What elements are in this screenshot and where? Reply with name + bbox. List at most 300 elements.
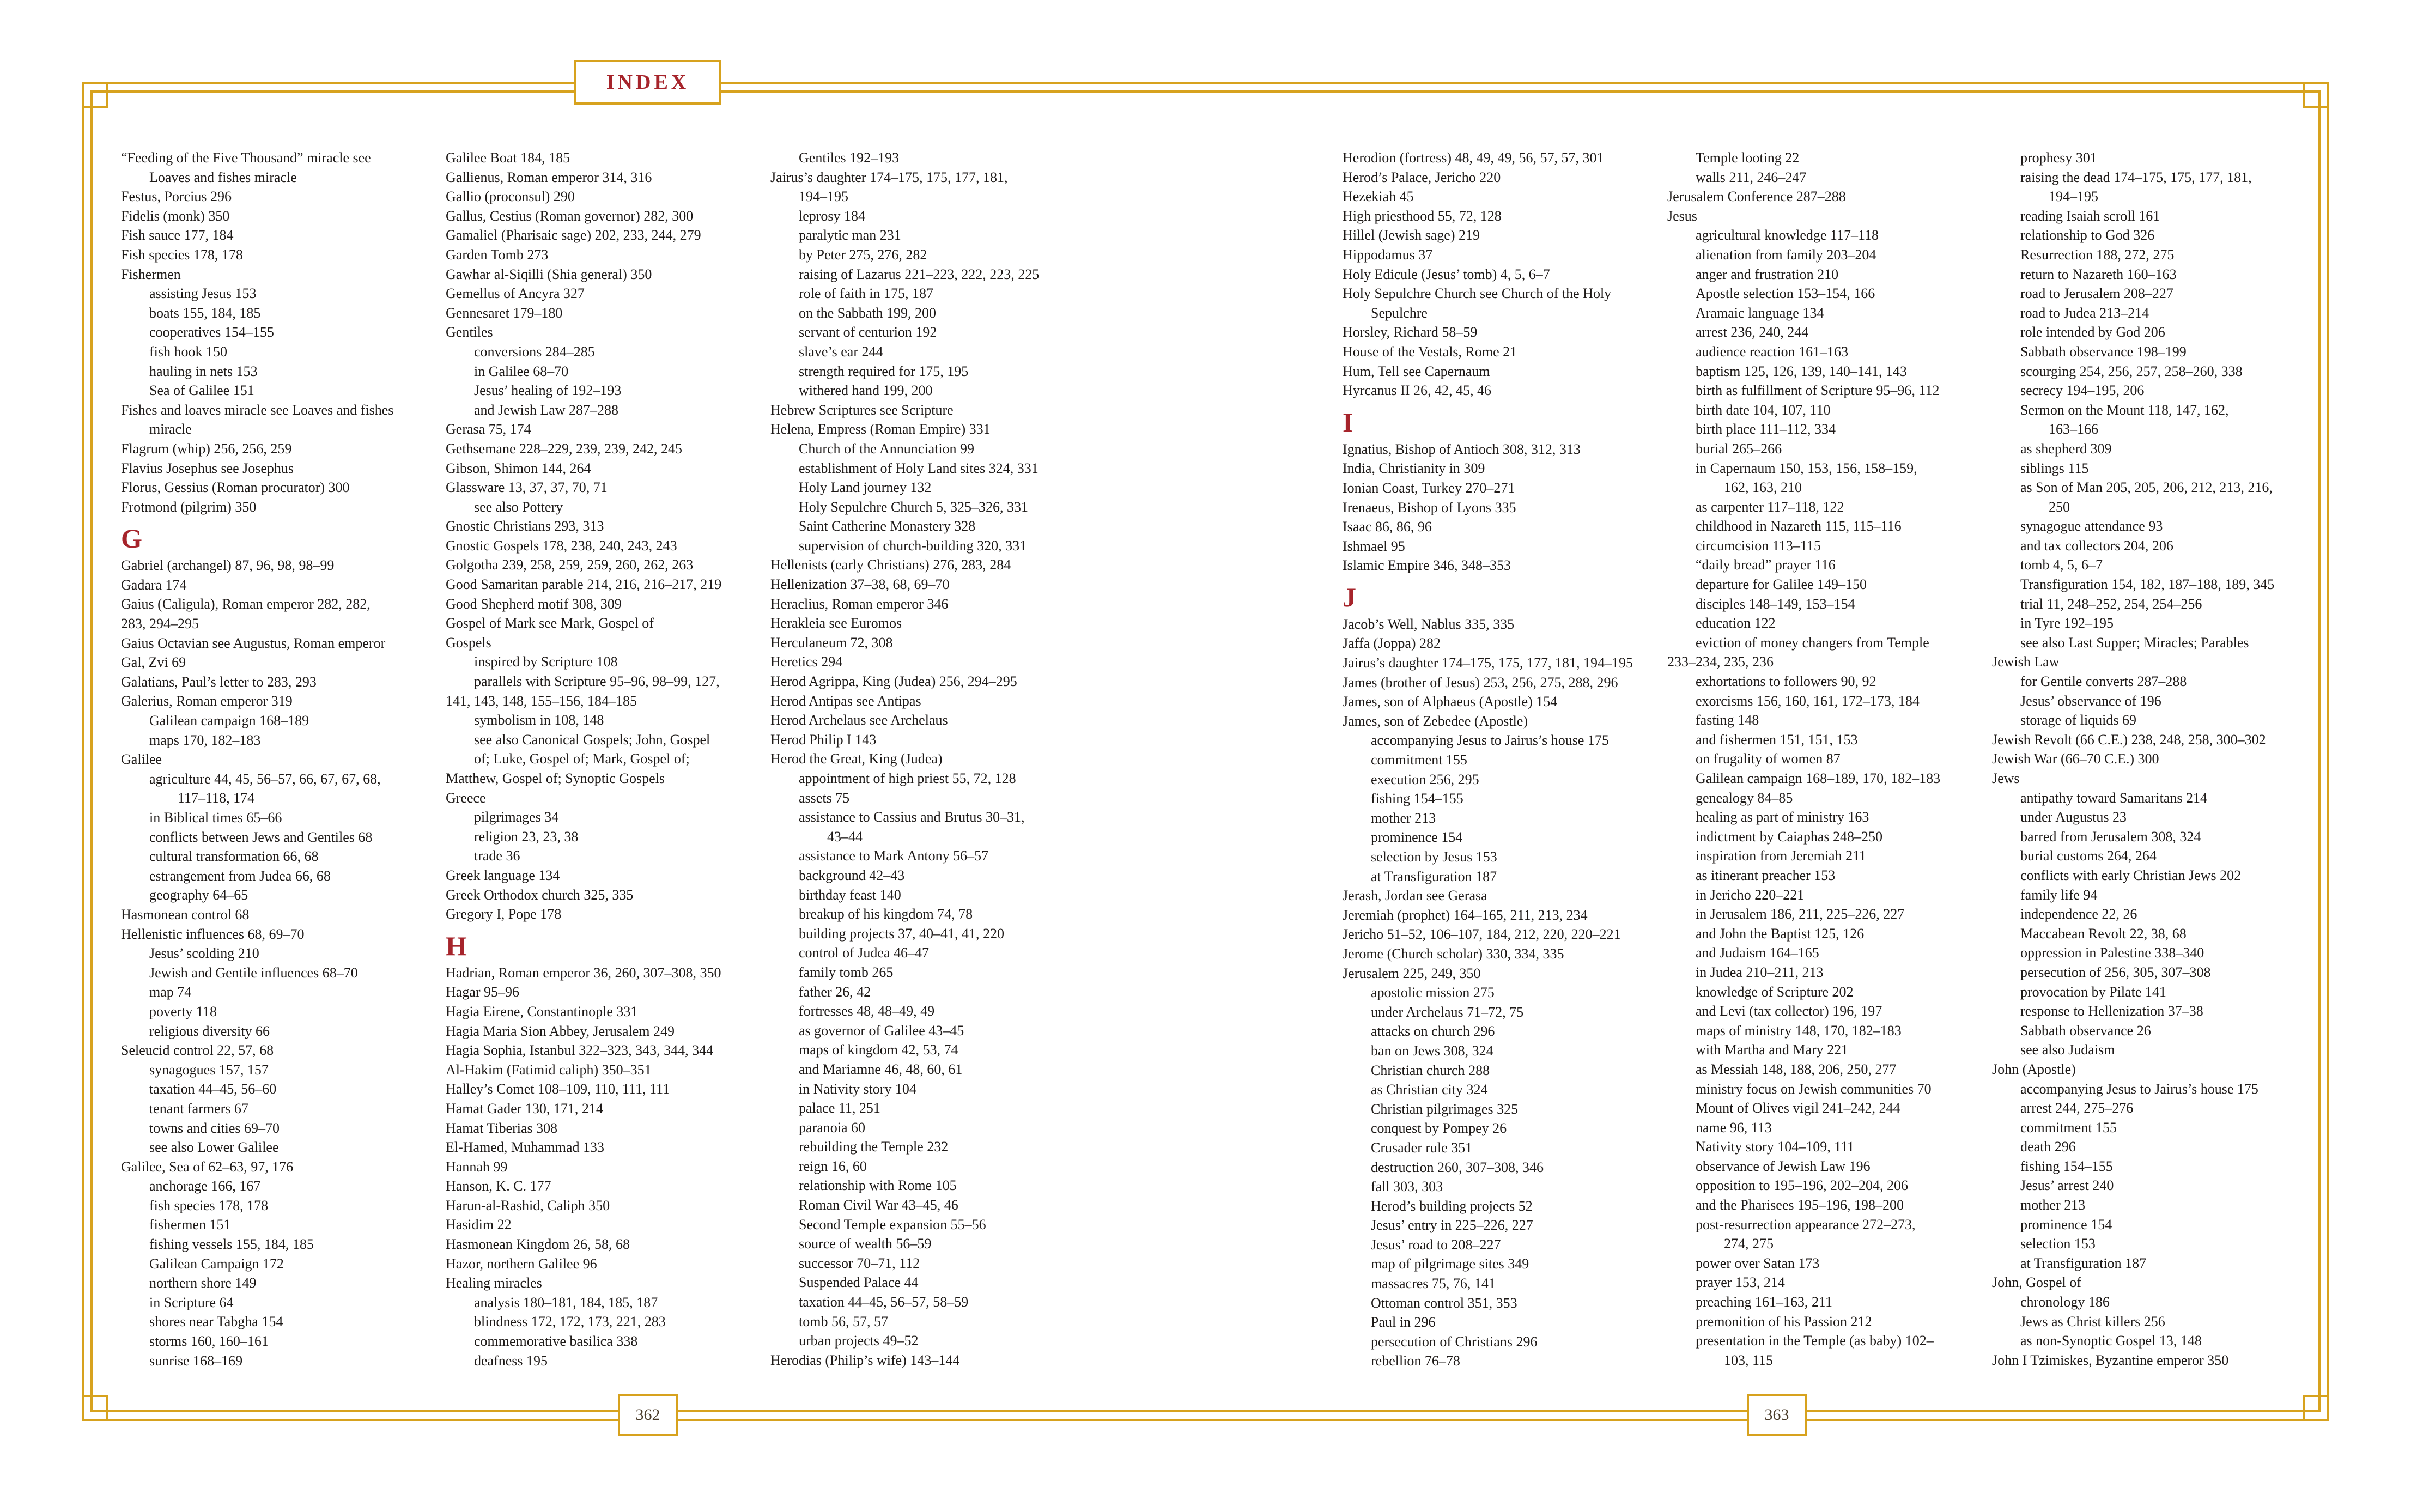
index-entry: Gospels xyxy=(446,634,491,651)
index-subentry: Jesus’ observance of 196 xyxy=(2020,693,2161,709)
index-subentry: arrest 244, 275–276 xyxy=(2020,1100,2134,1116)
index-entry: Gnostic Christians 293, 313 xyxy=(446,518,604,535)
index-entry: Good Samaritan parable 214, 216, 216–217, 219 xyxy=(446,576,722,593)
index-subentry: with Martha and Mary 221 xyxy=(1696,1042,1849,1058)
index-subentry: exorcisms 156, 160, 161, 172–173, 184 xyxy=(1696,693,1920,709)
index-subentry: background 42–43 xyxy=(799,867,905,883)
index-column-2 xyxy=(446,148,751,1370)
index-entry: Hannah 99 xyxy=(446,1158,508,1175)
index-subentry: ministry focus on Jewish communities 70 xyxy=(1696,1080,1932,1097)
index-subentry: audience reaction 161–163 xyxy=(1696,343,1849,360)
index-entry: Ionian Coast, Turkey 270–271 xyxy=(1343,479,1515,496)
index-subentry: and Judaism 164–165 xyxy=(1696,945,1819,961)
index-subentry: Resurrection 188, 272, 275 xyxy=(2020,246,2175,263)
index-entry: Golgotha 239, 258, 259, 259, 260, 262, 263 xyxy=(446,557,694,573)
index-subentry: servant of centurion 192 xyxy=(799,324,937,341)
index-subentry: assistance to Cassius and Brutus 30–31, xyxy=(799,809,1025,825)
index-entry: Fidelis (monk) 350 xyxy=(121,208,230,224)
index-subentry: palace 11, 251 xyxy=(799,1100,880,1116)
index-subentry: road to Judea 213–214 xyxy=(2020,305,2149,321)
index-subentry: Gentiles 192–193 xyxy=(799,150,900,166)
index-column-3 xyxy=(770,148,1076,1370)
index-entry: Ishmael 95 xyxy=(1343,538,1405,554)
index-entry: Jesus xyxy=(1667,208,1697,224)
index-entry: Florus, Gessius (Roman procurator) 300 xyxy=(121,479,350,496)
index-entry: Hagia Sophia, Istanbul 322–323, 343, 344, 344 xyxy=(446,1042,714,1059)
index-subentry: Saint Catherine Monastery 328 xyxy=(799,518,976,535)
index-entry: Harun-al-Rashid, Caliph 350 xyxy=(446,1197,610,1213)
index-entry: Heraclius, Roman emperor 346 xyxy=(770,596,949,612)
index-entry: Gaius Octavian see Augustus, Roman emperor xyxy=(121,635,386,651)
index-entry: Galerius, Roman emperor 319 xyxy=(121,693,293,709)
index-entry: Hasmonean Kingdom 26, 58, 68 xyxy=(446,1236,630,1253)
index-subentry: cultural transformation 66, 68 xyxy=(149,848,319,865)
index-title-box xyxy=(574,60,721,105)
index-entry: Herod’s Palace, Jericho 220 xyxy=(1343,169,1501,185)
index-subentry: and Mariamne 46, 48, 60, 61 xyxy=(799,1061,963,1077)
index-entry: Hezekiah 45 xyxy=(1343,189,1414,205)
index-subentry: family tomb 265 xyxy=(799,964,894,980)
index-subentry: see also Canonical Gospels; John, Gospel xyxy=(474,731,710,748)
index-subentry: as non-Synoptic Gospel 13, 148 xyxy=(2020,1333,2202,1349)
index-subentry: birthday feast 140 xyxy=(799,886,901,903)
index-subentry: appointment of high priest 55, 72, 128 xyxy=(799,770,1016,786)
index-subentry: blindness 172, 172, 173, 221, 283 xyxy=(474,1314,666,1330)
index-entry: Hamat Tiberias 308 xyxy=(446,1120,558,1136)
index-entry: Gallus, Cestius (Roman governor) 282, 300 xyxy=(446,208,694,224)
index-subentry: Mount of Olives vigil 241–242, 244 xyxy=(1696,1100,1900,1116)
index-subentry: see also Lower Galilee xyxy=(149,1139,279,1156)
index-entry: Greek language 134 xyxy=(446,867,560,883)
index-subentry: in Jerusalem 186, 211, 225–226, 227 xyxy=(1696,906,1905,922)
index-subentry: and John the Baptist 125, 126 xyxy=(1696,925,1865,942)
index-entry: Jacob’s Well, Nablus 335, 335 xyxy=(1343,616,1515,632)
index-column-1 xyxy=(121,148,426,1370)
index-subentry: rebuilding the Temple 232 xyxy=(799,1139,949,1155)
index-subentry: Jesus’ arrest 240 xyxy=(2020,1177,2114,1194)
index-subentry: Galilean Campaign 172 xyxy=(149,1255,284,1272)
index-subentry: healing as part of ministry 163 xyxy=(1696,809,1869,825)
index-subentry: fishing vessels 155, 184, 185 xyxy=(149,1236,314,1253)
index-column-4 xyxy=(1343,148,1648,1371)
index-subentry: selection 153 xyxy=(2020,1236,2096,1252)
index-subentry: withered hand 199, 200 xyxy=(799,382,933,399)
index-entry: Gemellus of Ancyra 327 xyxy=(446,286,585,302)
index-subentry: supervision of church-building 320, 331 xyxy=(799,537,1027,554)
index-subentry: fish hook 150 xyxy=(149,343,227,360)
index-subentry: as shepherd 309 xyxy=(2020,440,2112,457)
index-subentry: prominence 154 xyxy=(1371,829,1463,846)
index-subentry: conquest by Pompey 26 xyxy=(1371,1120,1507,1137)
index-subentry: fishing 154–155 xyxy=(2020,1158,2113,1174)
index-subentry: conflicts with early Christian Jews 202 xyxy=(2020,867,2242,883)
index-subentry: “daily bread” prayer 116 xyxy=(1696,557,1836,573)
index-entry: Hagia Maria Sion Abbey, Jerusalem 249 xyxy=(446,1023,675,1039)
index-subentry: Sermon on the Mount 118, 147, 162, xyxy=(2020,402,2229,418)
index-subentry: Aramaic language 134 xyxy=(1696,305,1824,321)
index-subentry: commitment 155 xyxy=(2020,1119,2117,1135)
index-subentry: childhood in Nazareth 115, 115–116 xyxy=(1696,518,1902,535)
index-subentry-continuation: 117–118, 174 xyxy=(178,790,255,806)
index-subentry: Temple looting 22 xyxy=(1696,150,1800,166)
index-entry: Jericho 51–52, 106–107, 184, 212, 220, 220–221 xyxy=(1343,926,1621,943)
index-subentry: slave’s ear 244 xyxy=(799,343,883,360)
index-subentry: control of Judea 46–47 xyxy=(799,945,930,961)
index-entry: Gal, Zvi 69 xyxy=(121,654,186,671)
index-subentry: Paul in 296 xyxy=(1371,1314,1436,1331)
index-subentry: road to Jerusalem 208–227 xyxy=(2020,286,2173,302)
index-subentry: fall 303, 303 xyxy=(1371,1179,1443,1195)
index-subentry: fish species 178, 178 xyxy=(149,1197,269,1213)
index-subentry: birth as fulfillment of Scripture 95–96, 112 xyxy=(1696,382,1940,399)
index-subentry: sunrise 168–169 xyxy=(149,1352,243,1369)
index-subentry: anger and frustration 210 xyxy=(1696,266,1839,282)
index-subentry: scourging 254, 256, 257, 258–260, 338 xyxy=(2020,363,2243,379)
index-subentry: towns and cities 69–70 xyxy=(149,1120,280,1136)
index-subentry: rebellion 76–78 xyxy=(1371,1353,1460,1369)
index-subentry: prayer 153, 214 xyxy=(1696,1274,1785,1291)
index-subentry: circumcision 113–115 xyxy=(1696,537,1821,554)
index-subentry: raising of Lazarus 221–223, 222, 223, 225 xyxy=(799,266,1040,282)
index-subentry: taxation 44–45, 56–60 xyxy=(149,1081,277,1097)
index-entry: Jerome (Church scholar) 330, 334, 335 xyxy=(1343,945,1564,962)
index-entry: Jerusalem 225, 249, 350 xyxy=(1343,965,1481,981)
index-entry: Greek Orthodox church 325, 335 xyxy=(446,886,634,903)
index-subentry: source of wealth 56–59 xyxy=(799,1236,932,1252)
index-subentry: in Capernaum 150, 153, 156, 158–159, xyxy=(1696,460,1917,476)
index-subentry: storms 160, 160–161 xyxy=(149,1333,269,1350)
index-entry: 141, 143, 148, 155–156, 184–185 xyxy=(446,693,637,709)
index-subentry: oppression in Palestine 338–340 xyxy=(2020,945,2204,961)
index-subentry: agricultural knowledge 117–118 xyxy=(1696,227,1879,244)
index-subentry: disciples 148–149, 153–154 xyxy=(1696,596,1855,612)
index-subentry: in Jericho 220–221 xyxy=(1696,886,1805,903)
index-entry: Hellenistic influences 68, 69–70 xyxy=(121,926,305,942)
index-subentry: Church of the Annunciation 99 xyxy=(799,440,975,457)
index-subentry: prophesy 301 xyxy=(2020,150,2097,166)
index-subentry: departure for Galilee 149–150 xyxy=(1696,576,1867,593)
index-subentry: premonition of his Passion 212 xyxy=(1696,1313,1872,1329)
index-subentry: conflicts between Jews and Gentiles 68 xyxy=(149,829,373,845)
index-subentry: see also Judaism xyxy=(2020,1042,2115,1058)
index-subentry: maps 170, 182–183 xyxy=(149,732,261,748)
index-subentry: and fishermen 151, 151, 153 xyxy=(1696,731,1858,748)
index-subentry: independence 22, 26 xyxy=(2020,906,2137,922)
index-subentry: hauling in nets 153 xyxy=(149,363,258,379)
index-subentry: boats 155, 184, 185 xyxy=(149,305,261,321)
index-entry: Galilee xyxy=(121,751,162,768)
section-letter: G xyxy=(121,523,142,554)
index-subentry: Jews as Christ killers 256 xyxy=(2020,1313,2165,1329)
index-subentry-continuation: 103, 115 xyxy=(1724,1352,1774,1368)
page-number-left: 362 xyxy=(635,1406,660,1424)
index-entry: High priesthood 55, 72, 128 xyxy=(1343,208,1502,224)
index-subentry: leprosy 184 xyxy=(799,208,866,224)
index-subentry: assets 75 xyxy=(799,790,850,806)
index-subentry: Jesus’ scolding 210 xyxy=(149,945,259,962)
index-subentry: antipathy toward Samaritans 214 xyxy=(2020,790,2207,806)
index-subentry: commemorative basilica 338 xyxy=(474,1333,638,1350)
index-entry: James, son of Alphaeus (Apostle) 154 xyxy=(1343,694,1558,710)
index-subentry: Jewish and Gentile influences 68–70 xyxy=(149,964,358,981)
index-subentry: reign 16, 60 xyxy=(799,1158,867,1174)
index-subentry: burial customs 264, 264 xyxy=(2020,848,2157,864)
index-entry: Isaac 86, 86, 96 xyxy=(1343,519,1432,535)
index-subentry: agriculture 44, 45, 56–57, 66, 67, 67, 68, xyxy=(149,770,381,787)
index-entry: Gallio (proconsul) 290 xyxy=(446,189,575,205)
index-entry: Al-Hakim (Fatimid caliph) 350–351 xyxy=(446,1061,652,1078)
index-subentry: in Biblical times 65–66 xyxy=(149,810,282,825)
index-entry: Jewish Revolt (66 C.E.) 238, 248, 258, 300–302 xyxy=(1992,731,2266,748)
index-entry: Gethsemane 228–229, 239, 239, 242, 245 xyxy=(446,440,683,457)
index-subentry: fishermen 151 xyxy=(149,1217,231,1233)
index-entry: Gallienus, Roman emperor 314, 316 xyxy=(446,169,652,185)
index-subentry: estrangement from Judea 66, 68 xyxy=(149,867,331,884)
index-subentry: Ottoman control 351, 353 xyxy=(1371,1295,1517,1311)
index-subentry: inspiration from Jeremiah 211 xyxy=(1696,848,1867,864)
index-subentry: breakup of his kingdom 74, 78 xyxy=(799,906,973,922)
index-entry: Hellenization 37–38, 68, 69–70 xyxy=(770,576,950,593)
index-subentry: trade 36 xyxy=(474,848,520,864)
index-subentry: successor 70–71, 112 xyxy=(799,1255,920,1271)
index-subentry: as carpenter 117–118, 122 xyxy=(1696,499,1844,515)
index-subentry: northern shore 149 xyxy=(149,1275,257,1291)
index-entry: Flavius Josephus see Josephus xyxy=(121,460,294,476)
index-entry-continuation: Loaves and fishes miracle xyxy=(149,169,297,185)
index-entry: Gerasa 75, 174 xyxy=(446,421,531,438)
index-entry: Gibson, Shimon 144, 264 xyxy=(446,460,591,476)
index-subentry: execution 256, 295 xyxy=(1371,771,1479,787)
index-entry: Frotmond (pilgrim) 350 xyxy=(121,499,257,515)
index-subentry: attacks on church 296 xyxy=(1371,1023,1495,1040)
index-subentry: Sabbath observance 198–199 xyxy=(2020,343,2187,360)
index-entry: Jerash, Jordan see Gerasa xyxy=(1343,888,1487,904)
index-subentry-continuation: 274, 275 xyxy=(1724,1236,1774,1252)
index-subentry: alienation from family 203–204 xyxy=(1696,246,1876,263)
index-subentry: at Transfiguration 187 xyxy=(1371,868,1497,884)
index-subentry: knowledge of Scripture 202 xyxy=(1696,983,1854,1000)
index-subentry: map of pilgrimage sites 349 xyxy=(1371,1256,1529,1272)
index-subentry: maps of kingdom 42, 53, 74 xyxy=(799,1042,958,1058)
index-subentry: paranoia 60 xyxy=(799,1119,866,1135)
index-subentry: baptism 125, 126, 139, 140–141, 143 xyxy=(1696,363,1907,379)
section-letter: J xyxy=(1343,581,1356,612)
index-entry: Flagrum (whip) 256, 256, 259 xyxy=(121,440,292,457)
index-entry: Hadrian, Roman emperor 36, 260, 307–308, 350 xyxy=(446,964,721,981)
index-subentry: geography 64–65 xyxy=(149,887,248,903)
index-subentry: father 26, 42 xyxy=(799,983,871,1000)
index-subentry: tenant farmers 67 xyxy=(149,1100,248,1116)
index-subentry: taxation 44–45, 56–57, 58–59 xyxy=(799,1294,969,1310)
index-entry: Galilee, Sea of 62–63, 97, 176 xyxy=(121,1158,294,1175)
index-subentry-continuation: 250 xyxy=(2049,499,2070,515)
index-entry: Fishes and loaves miracle see Loaves and fishes xyxy=(121,402,394,418)
index-subentry: as Messiah 148, 188, 206, 250, 277 xyxy=(1696,1061,1897,1077)
index-subentry: of; Luke, Gospel of; Mark, Gospel of; xyxy=(474,751,690,767)
index-subentry: see also Pottery xyxy=(474,499,563,515)
index-subentry: Apostle selection 153–154, 166 xyxy=(1696,286,1875,302)
index-entry: Hasidim 22 xyxy=(446,1217,512,1233)
section-letter: H xyxy=(446,930,467,961)
index-subentry: synagogue attendance 93 xyxy=(2020,518,2163,535)
index-subentry: observance of Jewish Law 196 xyxy=(1696,1158,1871,1174)
index-entry: John I Tzimiskes, Byzantine emperor 350 xyxy=(1992,1352,2229,1368)
index-subentry: presentation in the Temple (as baby) 102– xyxy=(1696,1333,1934,1349)
index-subentry: Transfiguration 154, 182, 187–188, 189, 345 xyxy=(2020,576,2275,593)
index-subentry: poverty 118 xyxy=(149,1003,217,1019)
index-subentry: siblings 115 xyxy=(2020,460,2089,476)
index-subentry: eviction of money changers from Temple xyxy=(1696,634,1929,651)
index-subentry: role of faith in 175, 187 xyxy=(799,286,933,302)
index-subentry: birth date 104, 107, 110 xyxy=(1696,402,1831,418)
index-entry: Gentiles xyxy=(446,324,493,341)
index-subentry: shores near Tabgha 154 xyxy=(149,1314,283,1330)
index-entry: Garden Tomb 273 xyxy=(446,246,549,263)
index-subentry: at Transfiguration 187 xyxy=(2020,1255,2147,1271)
index-subentry: religion 23, 23, 38 xyxy=(474,828,579,845)
index-subentry: family life 94 xyxy=(2020,886,2098,903)
index-entry: Gadara 174 xyxy=(121,576,187,593)
index-subentry: fishing 154–155 xyxy=(1371,791,1463,807)
index-entry: Jews xyxy=(1992,770,2020,786)
index-subentry: birth place 111–112, 334 xyxy=(1696,421,1836,438)
index-entry: Helena, Empress (Roman Empire) 331 xyxy=(770,421,991,438)
index-entry: Gamaliel (Pharisaic sage) 202, 233, 244, 279 xyxy=(446,227,701,244)
index-entry: Fish sauce 177, 184 xyxy=(121,227,234,244)
index-entry: Jewish War (66–70 C.E.) 300 xyxy=(1992,751,2159,767)
index-subentry: Nativity story 104–109, 111 xyxy=(1696,1139,1855,1155)
index-subentry: Jesus’ healing of 192–193 xyxy=(474,382,622,399)
index-subentry: apostolic mission 275 xyxy=(1371,985,1495,1001)
index-subentry: tomb 56, 57, 57 xyxy=(799,1313,888,1329)
index-subentry: mother 213 xyxy=(2020,1197,2086,1213)
index-entry: Hanson, K. C. 177 xyxy=(446,1178,551,1194)
index-entry: Hagar 95–96 xyxy=(446,984,520,1000)
index-entry: Herod Philip I 143 xyxy=(770,731,877,748)
index-subentry: by Peter 275, 276, 282 xyxy=(799,246,927,263)
index-subentry: commitment 155 xyxy=(1371,752,1467,768)
index-entry: Halley’s Comet 108–109, 110, 111, 111 xyxy=(446,1081,670,1097)
index-entry: Jairus’s daughter 174–175, 175, 177, 181, xyxy=(770,169,1008,185)
index-subentry: and Levi (tax collector) 196, 197 xyxy=(1696,1003,1882,1019)
index-entry: Hamat Gader 130, 171, 214 xyxy=(446,1100,603,1116)
index-subentry: raising the dead 174–175, 175, 177, 181, xyxy=(2020,169,2252,185)
index-subentry: Sea of Galilee 151 xyxy=(149,382,254,399)
index-entry: Hyrcanus II 26, 42, 45, 46 xyxy=(1343,382,1491,399)
index-subentry: and the Pharisees 195–196, 198–200 xyxy=(1696,1197,1904,1213)
index-subentry: under Augustus 23 xyxy=(2020,809,2127,825)
section-letter: I xyxy=(1343,406,1353,438)
index-entry: Herod Archelaus see Archelaus xyxy=(770,712,948,728)
index-subentry: Roman Civil War 43–45, 46 xyxy=(799,1197,958,1213)
index-entry: Gawhar al-Siqilli (Shia general) 350 xyxy=(446,266,652,282)
index-subentry: as governor of Galilee 43–45 xyxy=(799,1022,964,1039)
index-entry: Greece xyxy=(446,790,486,806)
index-subentry: opposition to 195–196, 202–204, 206 xyxy=(1696,1177,1909,1194)
index-subentry: and tax collectors 204, 206 xyxy=(2020,537,2173,554)
index-subentry: arrest 236, 240, 244 xyxy=(1696,324,1809,341)
index-entry: Glassware 13, 37, 37, 70, 71 xyxy=(446,479,608,496)
index-entry-continuation: Sepulchre xyxy=(1371,305,1428,321)
index-subentry: see also Last Supper; Miracles; Parables xyxy=(2020,634,2249,651)
index-subentry: exhortations to followers 90, 92 xyxy=(1696,673,1876,690)
index-subentry: Suspended Palace 44 xyxy=(799,1274,919,1291)
index-subentry: Christian church 288 xyxy=(1371,1062,1490,1078)
index-entry: Heretics 294 xyxy=(770,654,843,670)
index-entry: Gregory I, Pope 178 xyxy=(446,906,562,922)
index-entry: Hebrew Scriptures see Scripture xyxy=(770,402,954,418)
index-subentry: assistance to Mark Antony 56–57 xyxy=(799,848,989,864)
index-entry: Hagia Eirene, Constantinople 331 xyxy=(446,1003,638,1019)
index-entry: 283, 294–295 xyxy=(121,616,199,632)
index-subentry: role intended by God 206 xyxy=(2020,324,2165,341)
index-entry: Festus, Porcius 296 xyxy=(121,189,232,205)
index-entry-continuation: miracle xyxy=(149,421,192,438)
index-subentry: and Jewish Law 287–288 xyxy=(474,402,619,418)
index-subentry: barred from Jerusalem 308, 324 xyxy=(2020,828,2201,845)
index-subentry: urban projects 49–52 xyxy=(799,1333,919,1349)
index-subentry: Holy Sepulchre Church 5, 325–326, 331 xyxy=(799,499,1029,515)
index-entry: Hasmonean control 68 xyxy=(121,906,250,922)
index-subentry: in Tyre 192–195 xyxy=(2020,615,2114,631)
index-subentry: name 96, 113 xyxy=(1696,1119,1772,1135)
index-subentry: in Galilee 68–70 xyxy=(474,363,569,379)
index-subentry: cooperatives 154–155 xyxy=(149,324,274,341)
index-subentry: Jesus’ road to 208–227 xyxy=(1371,1236,1501,1253)
index-entry: Galatians, Paul’s letter to 283, 293 xyxy=(121,673,317,690)
index-subentry: as Christian city 324 xyxy=(1371,1082,1488,1098)
index-entry: Hellenists (early Christians) 276, 283, 284 xyxy=(770,557,1011,573)
page-title: INDEX xyxy=(606,71,690,94)
index-subentry: symbolism in 108, 148 xyxy=(474,712,604,728)
index-subentry: walls 211, 246–247 xyxy=(1696,169,1807,185)
index-entry: India, Christianity in 309 xyxy=(1343,460,1485,477)
index-subentry: as itinerant preacher 153 xyxy=(1696,867,1836,883)
index-entry: 233–234, 235, 236 xyxy=(1667,654,1774,670)
index-subentry: conversions 284–285 xyxy=(474,343,595,360)
index-subentry-continuation: 43–44 xyxy=(827,828,863,845)
index-entry: Herod Agrippa, King (Judea) 256, 294–295 xyxy=(770,673,1017,690)
index-entry: Gospel of Mark see Mark, Gospel of xyxy=(446,615,654,631)
index-entry: Holy Edicule (Jesus’ tomb) 4, 5, 6–7 xyxy=(1343,266,1550,282)
index-entry: Herodion (fortress) 48, 49, 49, 56, 57, 57, 301 xyxy=(1343,150,1604,166)
index-subentry: mother 213 xyxy=(1371,810,1436,826)
index-subentry: maps of ministry 148, 170, 182–183 xyxy=(1696,1022,1902,1039)
index-entry: “Feeding of the Five Thousand” miracle see xyxy=(121,150,371,166)
index-subentry: selection by Jesus 153 xyxy=(1371,849,1497,865)
index-column-5 xyxy=(1667,148,1972,1370)
index-subentry: establishment of Holy Land sites 324, 331 xyxy=(799,460,1039,476)
index-subentry: relationship to God 326 xyxy=(2020,227,2155,244)
index-entry: Horsley, Richard 58–59 xyxy=(1343,324,1478,341)
index-subentry: provocation by Pilate 141 xyxy=(2020,983,2166,1000)
index-entry: Ignatius, Bishop of Antioch 308, 312, 313 xyxy=(1343,441,1581,457)
index-subentry: fasting 148 xyxy=(1696,712,1759,728)
index-subentry: death 296 xyxy=(2020,1139,2076,1155)
index-entry: Hum, Tell see Capernaum xyxy=(1343,363,1490,379)
index-entry: House of the Vestals, Rome 21 xyxy=(1343,343,1517,360)
index-entry: James, son of Zebedee (Apostle) xyxy=(1343,713,1528,729)
index-entry: James (brother of Jesus) 253, 256, 275, 288, 296 xyxy=(1343,674,1618,690)
index-entry: Herod the Great, King (Judea) xyxy=(770,751,943,767)
index-entry: Islamic Empire 346, 348–353 xyxy=(1343,557,1511,574)
index-subentry: persecution of 256, 305, 307–308 xyxy=(2020,964,2211,980)
index-subentry: relationship with Rome 105 xyxy=(799,1177,957,1194)
index-subentry: building projects 37, 40–41, 41, 220 xyxy=(799,925,1004,942)
index-subentry: response to Hellenization 37–38 xyxy=(2020,1003,2203,1019)
index-entry: Herod Antipas see Antipas xyxy=(770,693,921,709)
index-subentry: reading Isaiah scroll 161 xyxy=(2020,208,2160,224)
